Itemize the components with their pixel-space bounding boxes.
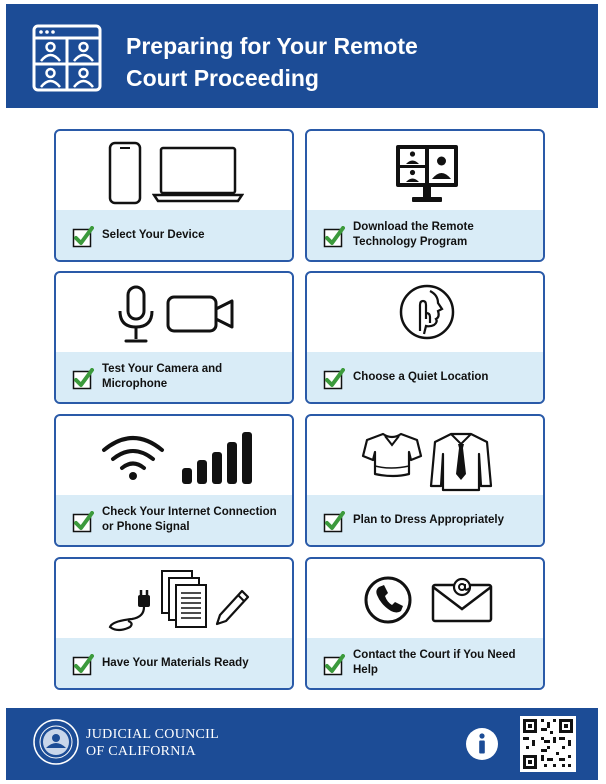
card-icon-area — [56, 131, 292, 212]
checkbox-checked-icon — [323, 226, 345, 248]
quiet-shush-icon — [398, 283, 456, 341]
checkbox-checked-icon — [72, 368, 94, 390]
card-materials-ready — [54, 557, 294, 690]
documents-icon — [160, 569, 210, 631]
card-label: Download the Remote Technology Program — [353, 221, 474, 248]
card-icon-area — [307, 273, 543, 354]
shirt-tie-icon — [429, 430, 493, 492]
card-label: Plan to Dress Appropriately — [353, 513, 505, 526]
card-icon-area — [307, 559, 543, 640]
card-internet-connection — [54, 414, 294, 547]
info-icon[interactable] — [465, 727, 499, 761]
title-line-1: Preparing for Your Remote — [126, 33, 418, 59]
email-icon — [431, 577, 495, 623]
checkbox-checked-icon — [72, 511, 94, 533]
video-conference-monitor-icon — [394, 143, 460, 205]
card-test-camera — [54, 271, 294, 404]
card-icon-area — [56, 273, 292, 354]
card-label: Choose a Quiet Location — [353, 370, 489, 383]
checkbox-checked-icon — [323, 654, 345, 676]
laptop-icon — [152, 145, 244, 203]
header-banner — [6, 4, 598, 108]
video-meeting-icon — [32, 24, 102, 92]
checkbox-checked-icon — [323, 368, 345, 390]
card-icon-area — [307, 131, 543, 212]
microphone-icon — [116, 285, 156, 347]
card-label: Contact the Court if You Need Help — [353, 649, 516, 676]
card-icon-area — [307, 416, 543, 497]
card-quiet-location — [305, 271, 545, 404]
org-line-1: JUDICIAL COUNCIL — [86, 727, 219, 742]
organization-name — [86, 726, 219, 760]
card-icon-area — [56, 416, 292, 497]
card-icon-area — [56, 559, 292, 640]
title-line-2: Court Proceeding — [126, 65, 319, 91]
wifi-icon — [100, 432, 166, 482]
card-contact-court — [305, 557, 545, 690]
card-download-program — [305, 129, 545, 262]
qr-code-icon[interactable] — [520, 716, 576, 772]
page-title — [126, 30, 418, 94]
checkbox-checked-icon — [72, 654, 94, 676]
card-label: Select Your Device — [102, 228, 205, 241]
card-select-device — [54, 129, 294, 262]
checkbox-checked-icon — [323, 511, 345, 533]
footer-banner — [6, 708, 598, 780]
checkbox-checked-icon — [72, 226, 94, 248]
card-label: Check Your Internet Connection or Phone Signal — [102, 506, 277, 533]
state-seal-icon — [32, 718, 80, 766]
charger-icon — [106, 589, 156, 633]
pencil-icon — [214, 589, 250, 629]
phone-icon — [363, 575, 413, 625]
card-label: Test Your Camera and Microphone — [102, 363, 223, 390]
signal-bars-icon — [178, 430, 256, 486]
video-camera-icon — [166, 295, 236, 335]
card-dress-appropriately — [305, 414, 545, 547]
card-label: Have Your Materials Ready — [102, 656, 249, 669]
blouse-icon — [361, 430, 423, 478]
org-line-2: OF CALIFORNIA — [86, 744, 197, 759]
smartphone-icon — [108, 141, 142, 205]
